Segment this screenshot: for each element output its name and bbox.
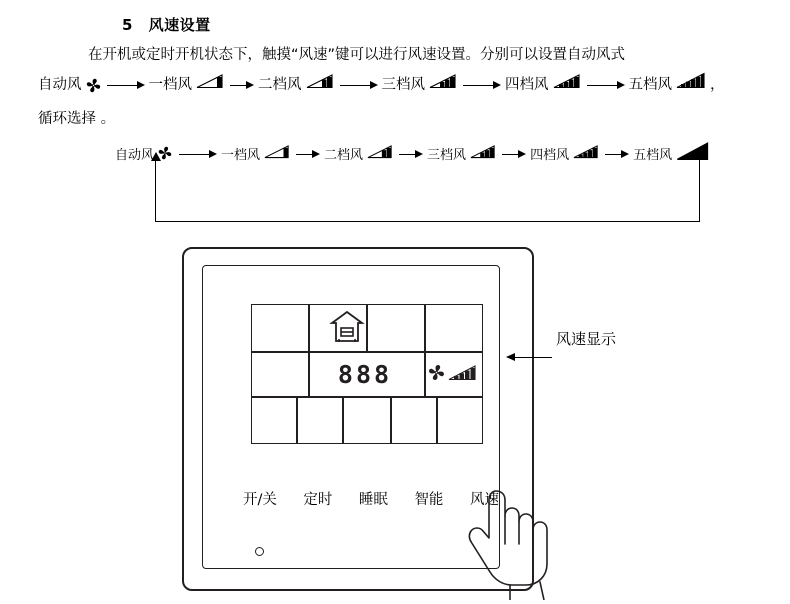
arrow-icon [399, 149, 425, 159]
fan-icon [427, 363, 446, 386]
loop-bottom-line [155, 221, 700, 222]
screen-cell [425, 304, 483, 352]
paragraph-tail: ， [710, 77, 725, 93]
cycle-loop-bracket [155, 160, 700, 222]
label-speed-5: 五档风 [628, 77, 672, 93]
label-speed-2: 二档风 [258, 77, 302, 93]
digit-display: 888 [337, 359, 393, 389]
arrow-icon [296, 149, 322, 159]
button-fan-speed[interactable]: 风速 [469, 492, 499, 508]
section-number: 5 [122, 16, 133, 34]
paragraph-line-3: 循环选择 。 [38, 111, 116, 127]
screen-cell [391, 397, 437, 444]
screen-cell [251, 304, 309, 352]
arrow-icon [179, 149, 219, 159]
cycle-step-3: 三档风 [427, 148, 467, 163]
hand-pointer-illustration [452, 486, 562, 600]
speed-bars-5-icon [676, 70, 706, 100]
arrow-icon [107, 80, 147, 90]
arrow-icon [605, 149, 631, 159]
loop-arrow-icon [151, 152, 161, 161]
fan-speed-display [427, 354, 481, 394]
lcd-screen [251, 304, 483, 444]
speed-bars-3-icon [429, 70, 457, 100]
loop-right-line [699, 160, 700, 222]
arrow-icon [230, 80, 256, 90]
paragraph-line-2 [38, 70, 778, 100]
screen-cell [343, 397, 391, 444]
callout-label-fan-speed-display: 风速显示 [556, 330, 617, 348]
arrow-icon [463, 80, 503, 90]
section-heading [122, 14, 211, 35]
paragraph-line-1: 在开机或定时开机状态下，触摸“风速”键可以进行风速设置。分别可以设置自动风式 [88, 47, 626, 63]
cycle-step-5: 五档风 [633, 148, 673, 163]
home-icon [329, 309, 365, 347]
arrow-icon [587, 80, 627, 90]
screen-cell [251, 352, 309, 397]
screen-cell [367, 304, 425, 352]
screen-cell [437, 397, 483, 444]
label-auto-wind: 自动风 [38, 77, 82, 93]
loop-left-line [155, 160, 156, 222]
cycle-label-auto: 自动风 [115, 148, 155, 163]
cycle-step-4: 四档风 [530, 148, 570, 163]
label-speed-3: 三档风 [381, 77, 425, 93]
speed-bars-1-icon [196, 70, 224, 100]
label-speed-1: 一档风 [148, 77, 192, 93]
button-timer[interactable]: 定时 [303, 492, 333, 508]
arrow-icon [502, 149, 528, 159]
button-smart[interactable]: 智能 [414, 492, 444, 508]
callout-arrow-icon [506, 352, 552, 362]
label-speed-4: 四档风 [505, 77, 549, 93]
speed-bars-4-icon [553, 70, 581, 100]
fan-icon [85, 77, 102, 94]
cycle-step-1: 一档风 [221, 148, 261, 163]
speed-bars-2-icon [306, 70, 334, 100]
arrow-icon [340, 80, 380, 90]
button-sleep[interactable]: 睡眠 [358, 492, 388, 508]
speed-bars-4-icon [448, 364, 478, 385]
button-power[interactable]: 开/关 [243, 492, 277, 508]
screen-cell [251, 397, 297, 444]
section-title: 风速设置 [148, 16, 211, 34]
indicator-led [255, 547, 264, 556]
screen-cell [297, 397, 343, 444]
cycle-step-2: 二档风 [324, 148, 364, 163]
